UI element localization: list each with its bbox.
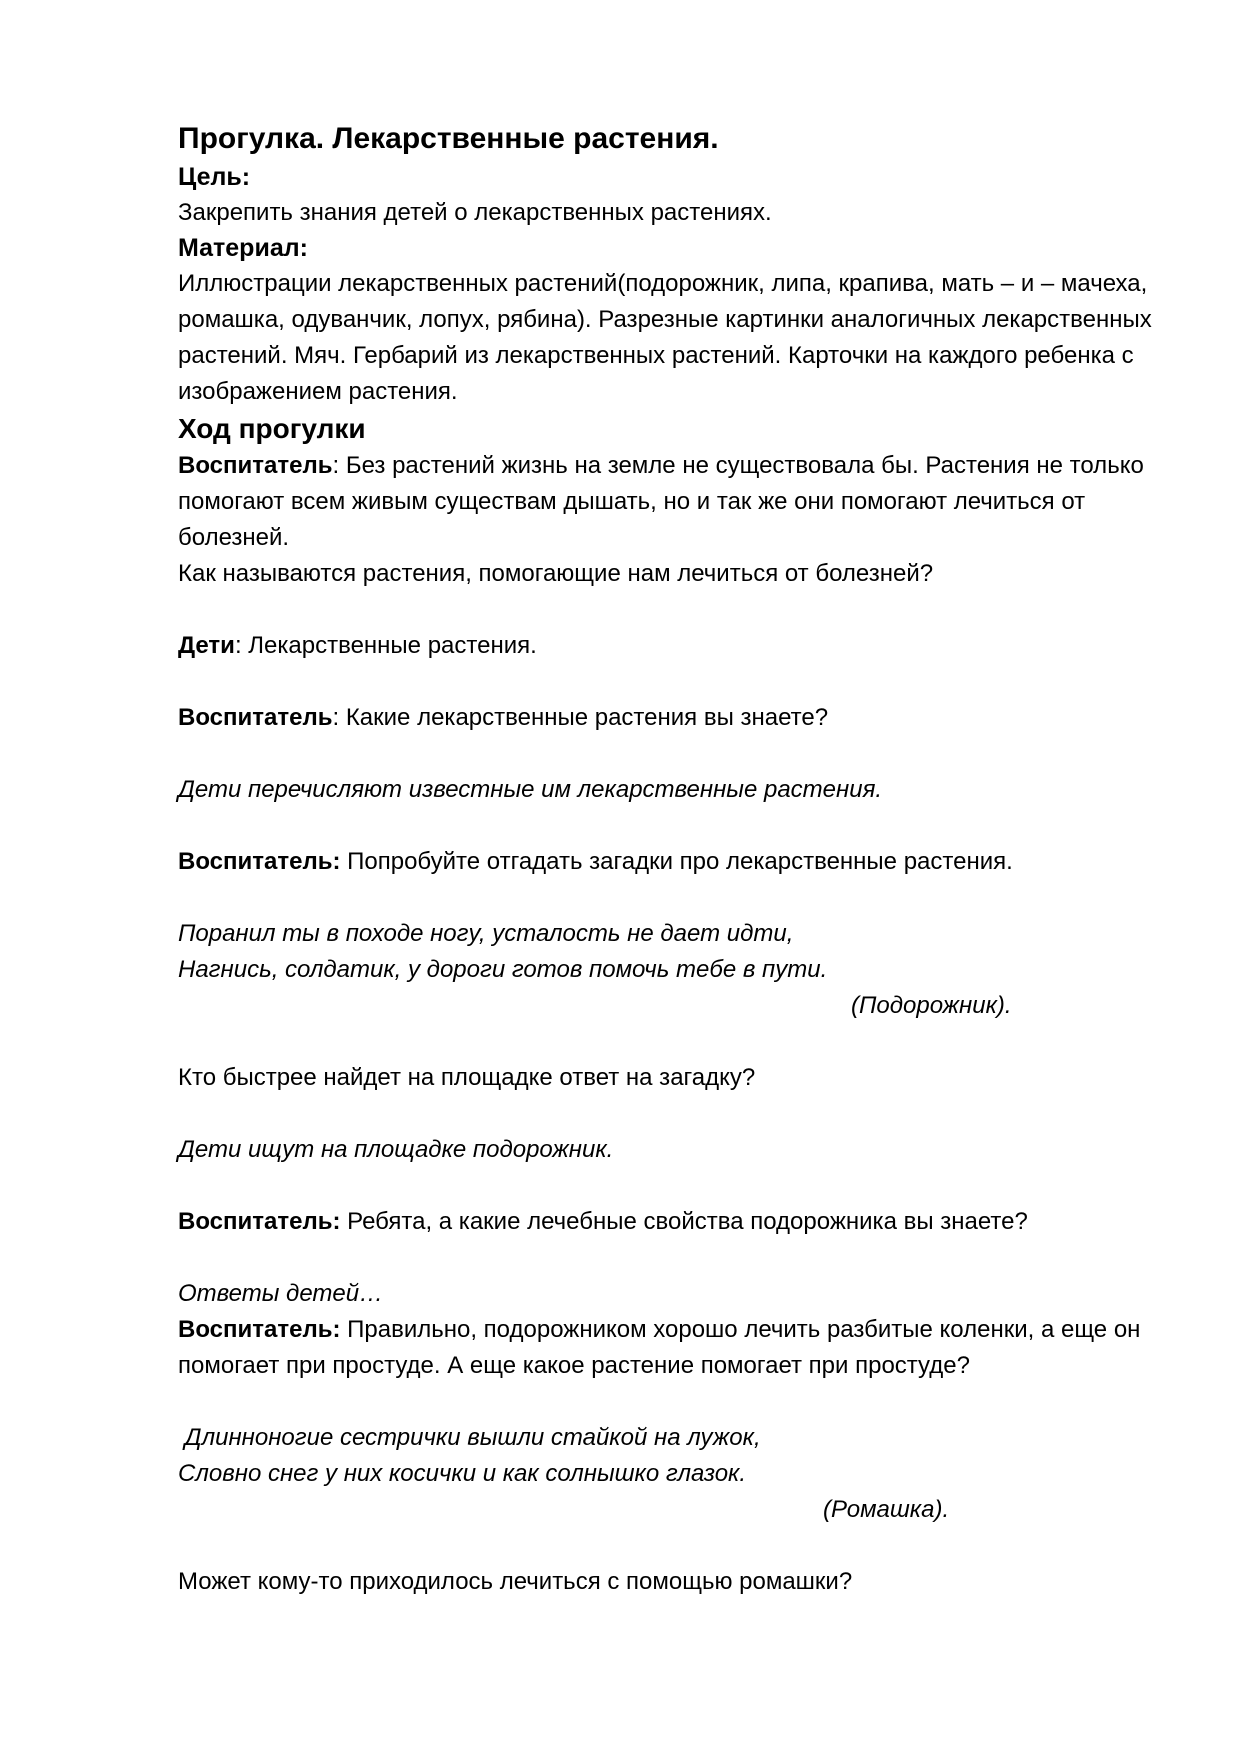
speaker-label: Воспитатель: [178, 1316, 341, 1343]
goal-label: Цель: [178, 163, 251, 191]
spacer [178, 1384, 1168, 1420]
riddle-line: Длинноногие сестрички вышли стайкой на лужок, [178, 1424, 761, 1451]
speaker-label: Воспитатель: [178, 1208, 341, 1235]
dialogue-paragraph [178, 448, 1168, 556]
dialogue-text: : Без растений жизнь на земле не существовала бы. Растения не только помогают всем живым существам дышать, но и так же они помогают лечиться от болезней. [178, 452, 1144, 551]
speaker-label: Воспитатель: [178, 848, 341, 875]
dialogue-text: : Какие лекарственные растения вы знаете? [332, 704, 829, 731]
riddle-line: Поранил ты в походе ногу, усталость не дает идти, [178, 920, 794, 947]
dialogue-text: Ребята, а какие лечебные свойства подорожника вы знаете? [340, 1208, 1028, 1235]
riddle-line: Нагнись, солдатик, у дороги готов помочь тебе в пути. [178, 956, 828, 983]
material-text: Иллюстрации лекарственных растений(подорожник, липа, крапива, мать – и – мачеха, ромашка, одуванчик, лопух, рябина). Разрезные картинки аналогичных лекарственных растений. Мяч. Гербарий из лекарственных растений. Карточки на каждого ребенка с изображением растения. [178, 270, 1152, 405]
speaker-label: Воспитатель [178, 452, 333, 479]
teacher-question: Может кому-то приходилось лечиться с помощью ромашки? [178, 1568, 853, 1595]
spacer [178, 1168, 1168, 1204]
dialogue-paragraph [178, 844, 1168, 880]
dialogue-paragraph [178, 1204, 1168, 1240]
course-title: Ход прогулки [178, 413, 366, 444]
spacer [178, 664, 1168, 700]
spacer [178, 1240, 1168, 1276]
spacer [178, 1096, 1168, 1132]
document-title: Прогулка. Лекарственные растения. [178, 122, 719, 155]
dialogue-paragraph [178, 1312, 1168, 1384]
material-label: Материал: [178, 234, 308, 262]
riddle-line: Словно снег у них косички и как солнышко глазок. [178, 1460, 747, 1487]
dialogue-text: Попробуйте отгадать загадки про лекарственные растения. [340, 848, 1013, 875]
spacer [178, 880, 1168, 916]
spacer [178, 1024, 1168, 1060]
goal-text: Закрепить знания детей о лекарственных растениях. [178, 199, 772, 226]
spacer [178, 1528, 1168, 1564]
speaker-label: Дети [178, 632, 235, 659]
dialogue-question: Как называются растения, помогающие нам лечиться от болезней? [178, 560, 934, 587]
dialogue-text: Правильно, подорожником хорошо лечить разбитые коленки, а еще он помогает при простуде. А еще какое растение помогает при простуде? [178, 1316, 1141, 1379]
stage-direction: Дети перечисляют известные им лекарственные растения. [178, 776, 883, 803]
stage-direction: Ответы детей… [178, 1280, 384, 1307]
dialogue-paragraph [178, 628, 1168, 664]
riddle-answer: (Подорожник). [851, 992, 1012, 1019]
spacer [178, 592, 1168, 628]
dialogue-paragraph [178, 700, 1168, 736]
riddle-answer: (Ромашка). [823, 1496, 950, 1523]
stage-direction: Дети ищут на площадке подорожник. [178, 1136, 614, 1163]
spacer [178, 736, 1168, 772]
spacer [178, 808, 1168, 844]
document-content [178, 118, 1168, 1600]
speaker-label: Воспитатель [178, 704, 333, 731]
teacher-question: Кто быстрее найдет на площадке ответ на загадку? [178, 1064, 756, 1091]
dialogue-text: : Лекарственные растения. [234, 632, 537, 659]
